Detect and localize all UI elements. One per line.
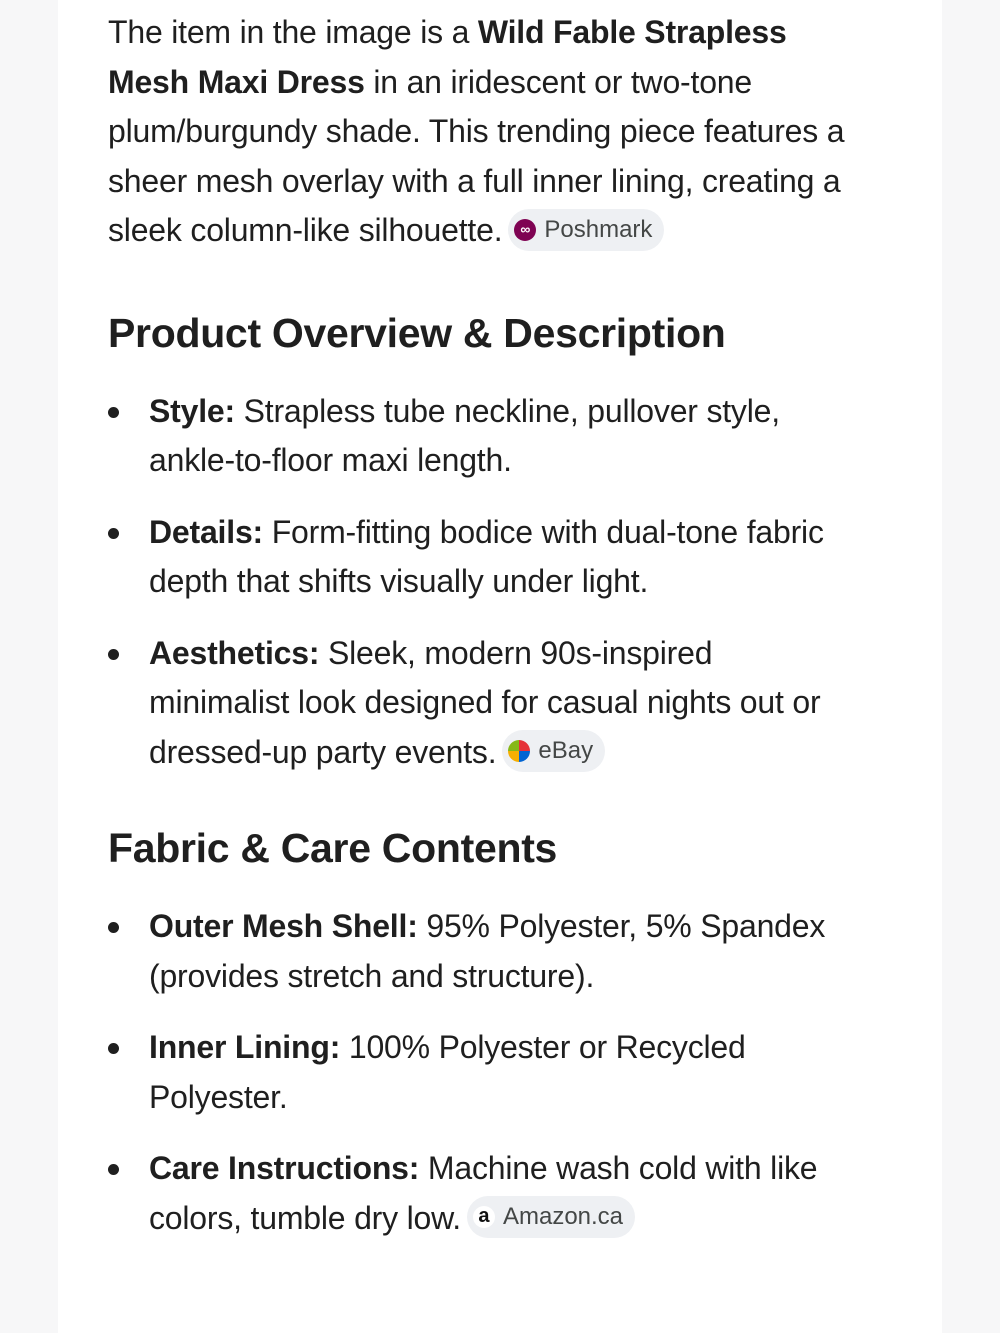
list-item [108,629,858,778]
fabric-list [108,902,858,1243]
amazon-icon: a [473,1206,495,1228]
intro-text-before: The item in the image is a [108,14,478,50]
list-item [108,1023,858,1122]
item-text: Form-fitting bodice with dual-tone fabric depth that shifts visually under light. [149,513,824,599]
list-item [108,1144,858,1243]
product-name: Wild Fable Strapless Mesh Maxi Dress [108,14,787,100]
item-label: Inner Lining: [149,1029,341,1065]
item-label: Outer Mesh Shell: [149,908,418,944]
source-chip-label: eBay [538,737,594,765]
item-label: Details: [149,513,263,550]
intro-text-after: in an iridescent or two-tone plum/burgundy shade. This trending piece features a sheer mesh overlay with a full inner lining, creating a sleek column-like silhouette. [108,63,845,248]
item-label: Style: [149,392,235,429]
intro-paragraph [108,8,858,256]
section-heading-overview: Product Overview & Description [108,309,726,356]
bullet-icon [108,922,119,933]
bullet-icon [108,407,119,418]
list-item [108,387,858,486]
item-text: 95% Polyester, 5% Spandex (provides stretch and structure). [149,908,826,994]
poshmark-icon: ∞ [514,219,536,241]
item-label: Aesthetics: [149,634,320,671]
source-chip-ebay[interactable] [502,730,605,772]
item-text: Machine wash cold with like colors, tumble dry low. [149,1150,818,1236]
source-chip-amazon[interactable] [467,1196,635,1238]
source-chip-label: Amazon.ca [502,1203,624,1231]
source-chip-poshmark[interactable] [508,209,664,251]
item-text: Sleek, modern 90s-inspired minimalist look designed for casual nights out or dressed-up party events. [149,634,821,770]
item-label: Care Instructions: [149,1150,420,1186]
bullet-icon [108,649,119,660]
overview-list [108,387,858,778]
list-item [108,902,858,1001]
bullet-icon [108,1164,119,1175]
ebay-icon [508,740,530,762]
item-text: 100% Polyester or Recycled Polyester. [149,1029,746,1115]
bullet-icon [108,1043,119,1054]
item-text: Strapless tube neckline, pullover style, ankle-to-floor maxi length. [149,392,780,478]
bullet-icon [108,528,119,539]
list-item [108,508,858,607]
source-chip-label: Poshmark [544,215,653,243]
response-content [108,8,858,1265]
section-heading-fabric: Fabric & Care Contents [108,825,558,871]
